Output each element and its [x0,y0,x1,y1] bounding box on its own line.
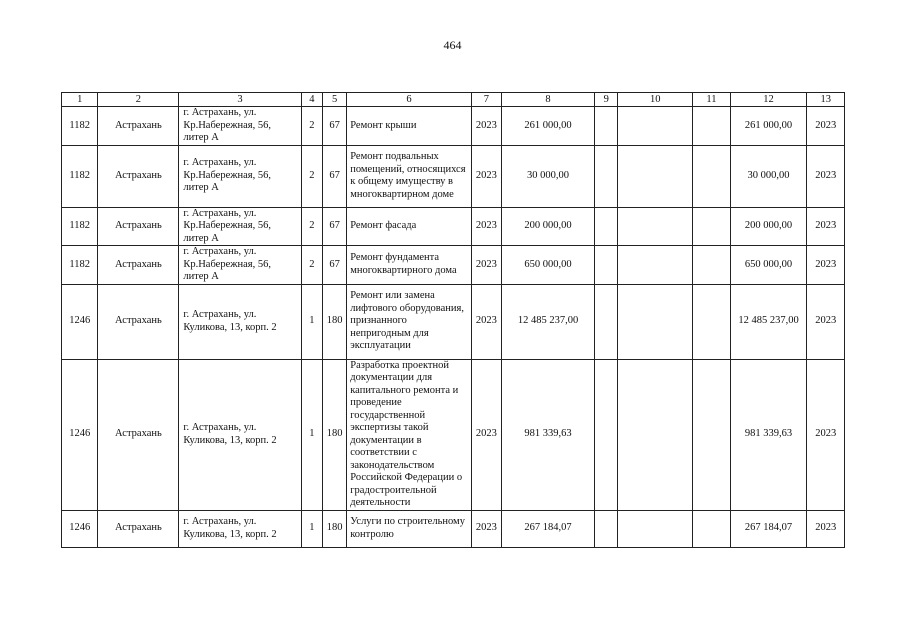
cell-col9 [595,246,618,285]
cell-year: 2023 [471,145,501,207]
cell-total-cost: 200 000,00 [502,207,595,246]
header-cell: 13 [807,93,845,107]
cell-col5: 67 [322,107,346,146]
cell-col4: 2 [301,107,322,146]
table-header-row [62,93,845,107]
cell-col9 [595,107,618,146]
cell-col4: 2 [301,145,322,207]
header-cell: 5 [322,93,346,107]
cell-address: г. Астрахань, ул. Куликова, 13, корп. 2 [179,510,301,547]
table-row [62,207,845,246]
cell-year: 2023 [471,207,501,246]
cell-house-id: 1182 [62,207,98,246]
cell-work-type: Ремонт фасада [347,207,471,246]
cell-work-type: Ремонт фундамента многоквартирного дома [347,246,471,285]
table-row [62,246,845,285]
cell-address: г. Астрахань, ул. Куликова, 13, корп. 2 [179,359,301,510]
cell-work-type: Разработка проектной документации для капитального ремонта и проведение государственной экспертизы такой документации в соответствии с законодательством Российской Федерации о градостроительной деятельности [347,359,471,510]
cell-work-type: Услуги по строительному контролю [347,510,471,547]
cell-completion-year: 2023 [807,207,845,246]
cell-year: 2023 [471,107,501,146]
cell-col10 [618,246,693,285]
cell-address: г. Астрахань, ул. Кр.Набережная, 56, литер А [179,107,301,146]
cell-col5: 180 [322,510,346,547]
table-row [62,359,845,510]
cell-funding: 261 000,00 [730,107,807,146]
header-cell: 11 [693,93,730,107]
cell-address: г. Астрахань, ул. Кр.Набережная, 56, литер А [179,145,301,207]
cell-col10 [618,510,693,547]
cell-col11 [693,284,730,359]
cell-year: 2023 [471,359,501,510]
cell-address: г. Астрахань, ул. Куликова, 13, корп. 2 [179,284,301,359]
cell-completion-year: 2023 [807,107,845,146]
repair-program-table [61,92,845,548]
cell-work-type: Ремонт или замена лифтового оборудования, признанного непригодным для эксплуатации [347,284,471,359]
cell-house-id: 1182 [62,107,98,146]
page-number: 464 [443,38,462,52]
cell-funding: 30 000,00 [730,145,807,207]
header-cell: 2 [98,93,179,107]
cell-col4: 1 [301,284,322,359]
cell-col9 [595,510,618,547]
cell-col5: 67 [322,207,346,246]
cell-municipality: Астрахань [98,359,179,510]
cell-col10 [618,207,693,246]
cell-col11 [693,510,730,547]
cell-house-id: 1182 [62,145,98,207]
cell-col5: 67 [322,145,346,207]
cell-col4: 2 [301,246,322,285]
cell-col10 [618,145,693,207]
cell-completion-year: 2023 [807,246,845,285]
header-cell: 4 [301,93,322,107]
cell-funding: 650 000,00 [730,246,807,285]
cell-municipality: Астрахань [98,510,179,547]
table-row [62,145,845,207]
header-cell: 7 [471,93,501,107]
cell-year: 2023 [471,246,501,285]
header-cell: 12 [730,93,807,107]
cell-total-cost: 650 000,00 [502,246,595,285]
cell-total-cost: 12 485 237,00 [502,284,595,359]
cell-house-id: 1246 [62,359,98,510]
header-cell: 3 [179,93,301,107]
header-cell: 8 [502,93,595,107]
cell-work-type: Ремонт подвальных помещений, относящихся к общему имуществу в многоквартирном доме [347,145,471,207]
cell-col4: 1 [301,359,322,510]
cell-municipality: Астрахань [98,284,179,359]
cell-col9 [595,359,618,510]
header-cell: 9 [595,93,618,107]
cell-completion-year: 2023 [807,145,845,207]
cell-funding: 267 184,07 [730,510,807,547]
cell-total-cost: 267 184,07 [502,510,595,547]
cell-house-id: 1182 [62,246,98,285]
cell-col9 [595,207,618,246]
table-row [62,284,845,359]
cell-house-id: 1246 [62,510,98,547]
header-cell: 6 [347,93,471,107]
cell-col5: 67 [322,246,346,285]
cell-col5: 180 [322,359,346,510]
cell-municipality: Астрахань [98,246,179,285]
cell-address: г. Астрахань, ул. Кр.Набережная, 56, литер А [179,246,301,285]
cell-col11 [693,359,730,510]
cell-address: г. Астрахань, ул. Кр.Набережная, 56, литер А [179,207,301,246]
cell-col9 [595,284,618,359]
cell-municipality: Астрахань [98,107,179,146]
cell-completion-year: 2023 [807,284,845,359]
header-cell: 10 [618,93,693,107]
cell-col5: 180 [322,284,346,359]
cell-municipality: Астрахань [98,207,179,246]
cell-col10 [618,107,693,146]
cell-year: 2023 [471,510,501,547]
cell-completion-year: 2023 [807,359,845,510]
cell-col10 [618,359,693,510]
table-row [62,510,845,547]
cell-col11 [693,207,730,246]
cell-col4: 2 [301,207,322,246]
cell-col9 [595,145,618,207]
cell-col11 [693,246,730,285]
cell-total-cost: 30 000,00 [502,145,595,207]
cell-year: 2023 [471,284,501,359]
header-cell: 1 [62,93,98,107]
cell-col11 [693,107,730,146]
cell-completion-year: 2023 [807,510,845,547]
cell-house-id: 1246 [62,284,98,359]
table-row [62,107,845,146]
cell-total-cost: 261 000,00 [502,107,595,146]
cell-funding: 12 485 237,00 [730,284,807,359]
cell-funding: 200 000,00 [730,207,807,246]
cell-total-cost: 981 339,63 [502,359,595,510]
cell-col4: 1 [301,510,322,547]
cell-col11 [693,145,730,207]
cell-col10 [618,284,693,359]
cell-work-type: Ремонт крыши [347,107,471,146]
cell-municipality: Астрахань [98,145,179,207]
cell-funding: 981 339,63 [730,359,807,510]
